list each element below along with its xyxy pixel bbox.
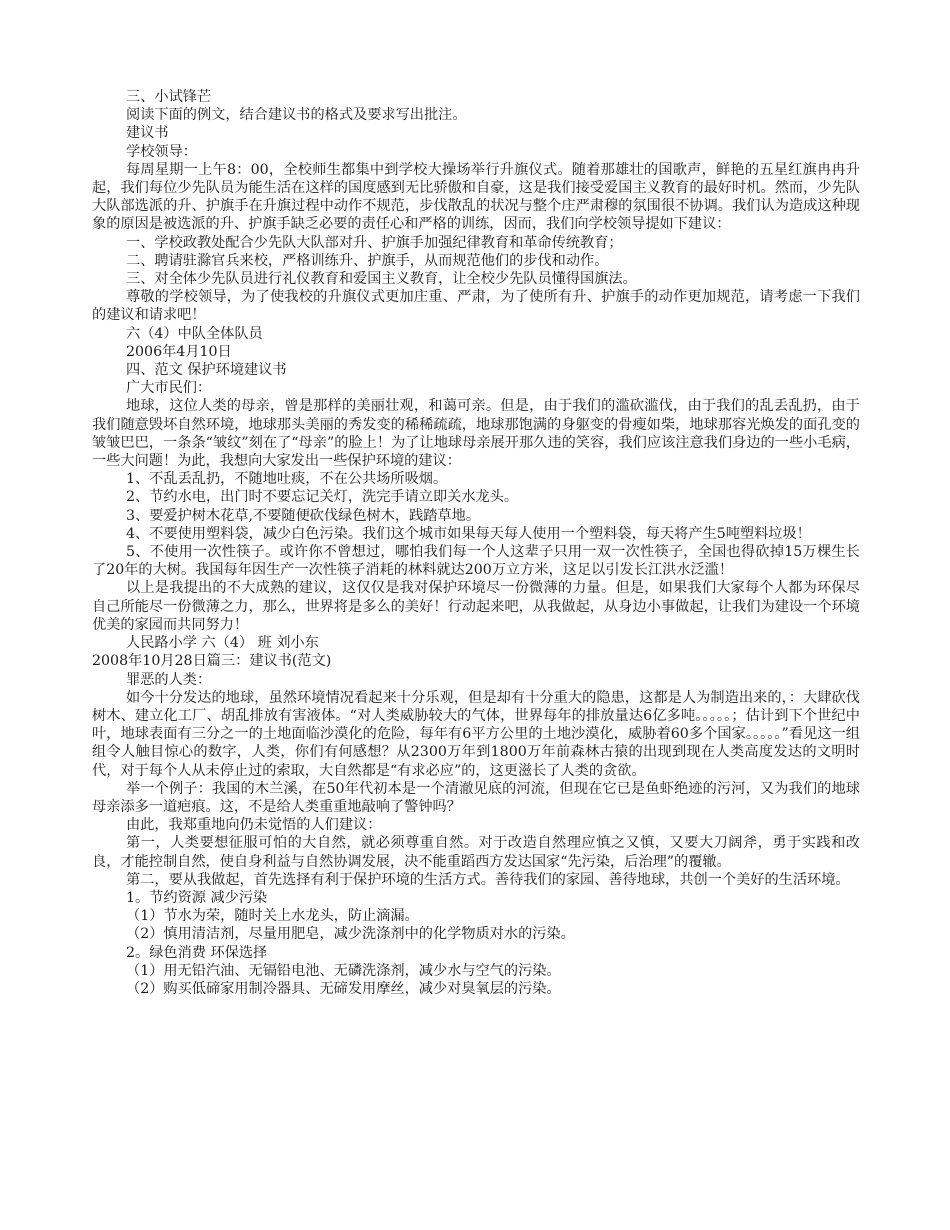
- signature: 六（4）中队全体队员: [126, 325, 263, 342]
- list-item: （1）用无铅汽油、无镉铅电池、无磷洗涤剂，减少水与空气的污染。: [126, 962, 561, 979]
- body-paragraph: 地球，这位人类的母亲，曾是那样的美丽壮观，和蔼可亲。但是，由于我们的滥砍滥伐，由于我们的乱丢乱扔，由于我们随意毁坏自然环境，地球那头美丽的秀发变的稀稀疏疏，地球那饱满的身躯变的骨瘦如柴，地球那容光焕发的面孔变的皱皱巴巴，一条条“皱纹”刻在了“母亲”的脸上！为了让地球母亲展开那久违的笑容，我们应该注意我们身边的一些小毛病，一些大问题！为此，我想向大家发出一些保护环境的建议：: [92, 398, 860, 470]
- closing-paragraph: 尊敬的学校领导，为了使我校的升旗仪式更加庄重、严肃，为了使所有升、护旗手的动作更加规范，请考虑一下我们的建议和请求吧！: [92, 289, 860, 324]
- suggestion-item: 3、要爱护树木花草,不要随便砍伐绿色树木，践踏草地。: [126, 507, 481, 524]
- suggestion-item: 1、不乱丢乱扔，不随地吐痰，不在公共场所吸烟。: [126, 471, 448, 488]
- list-heading: 1。节约资源 减少污染: [126, 889, 268, 906]
- suggestion-item: 二、聘请驻滁官兵来校，严格训练升、护旗手，从而规范他们的步伐和动作。: [126, 252, 609, 269]
- section-heading: 三、小试锋芒: [126, 89, 212, 105]
- instruction-text: 阅读下面的例文，结合建议书的格式及要求写出批注。: [126, 107, 467, 124]
- section-heading: 四、范文 保护环境建议书: [126, 362, 287, 379]
- body-paragraph: 由此，我郑重地向仍未觉悟的人们建议：: [126, 817, 382, 834]
- list-item: （1）节水为荣，随时关上水龙头，防止滴漏。: [126, 908, 419, 925]
- date: 2006年4月10日: [126, 343, 232, 360]
- suggestion-item: 一、学校政教处配合少先队大队部对升、护旗手加强纪律教育和革命传统教育；: [126, 234, 623, 251]
- document-page: [92, 88, 860, 998]
- date-and-next-title: 2008年10月28日篇三：建议书(范文): [92, 653, 332, 670]
- list-heading: 2。绿色消费 环保选择: [126, 944, 268, 961]
- list-item: （2）购买低碲家用制冷器具、无碲发用摩丝，减少对臭氧层的污染。: [126, 980, 561, 997]
- suggestion-item: 2、节约水电，出门时不要忘记关灯，洗完手请立即关水龙头。: [126, 489, 519, 506]
- suggestion-item: 4、不要使用塑料袋，减少白色污染。我们这个城市如果每天每人使用一个塑料袋，每天将产生5吨塑料垃圾！: [126, 525, 811, 542]
- body-paragraph: 每周星期一上午8：00，全校师生都集中到学校大操场举行升旗仪式。随着那雄壮的国歌声，鲜艳的五星红旗冉冉升起，我们每位少先队员为能生活在这样的国度感到无比骄傲和自豪，这是我们接受爱国主义教育的最好时机。然而，少先队大队部选派的升、护旗手在升旗过程中动作不规范，步伐散乱的状况与整个庄严肃穆的氛围很不协调。我们认为造成这种现象的原因是被选派的升、护旗手缺乏必要的责任心和严格的训练，因而，我们向学校领导提如下建议：: [92, 161, 860, 233]
- list-item: （2）慎用清洁剂，尽量用肥皂，减少洗涤剂中的化学物质对水的污染。: [126, 926, 575, 943]
- salutation: 罪恶的人类：: [126, 671, 212, 688]
- body-paragraph: 如今十分发达的地球，虽然环境情况看起来十分乐观，但是却有十分重大的隐患，这都是人为制造出来的，：大肆砍伐树木、建立化工厂、胡乱排放有害液体。“对人类威胁较大的气体，世界每年的排放量达6亿多吨。。。。。；估计到下个世纪中叶，地球表面有三分之一的土地面临沙漠化的危险，每年有6平方公里的土地沙漠化，威胁着60多个国家。。。。。”看见这一组组令人触目惊心的数字，人类，你们有何感想？从2300万年到1800万年前森林古猿的出现到现在人类高度发达的文明时代，对于每个人从未停止过的索取，大自然都是“有求必应”的，这更滋长了人类的贪欲。: [92, 689, 860, 779]
- suggestion-item: 三、对全体少先队员进行礼仪教育和爱国主义教育，让全校少先队员懂得国旗法。: [126, 271, 637, 288]
- signature: 人民路小学 六（4） 班 刘小东: [126, 635, 319, 652]
- doc-title: 建议书: [126, 125, 169, 142]
- suggestion-item: 5、不使用一次性筷子。或许你不曾想过，哪怕我们每一个人这辈子只用一双一次性筷子，全国也得砍掉15万棵生长了20年的大树。我国每年因生产一次性筷子消耗的林料就达200万立方米，这足以引发长江洪水泛滥！: [92, 544, 860, 579]
- body-paragraph: 第一，人类要想征服可怕的大自然，就必须尊重自然。对于改造自然理应慎之又慎，又要大刀阔斧，勇于实践和改良，才能控制自然，使自身利益与自然协调发展，决不能重蹈西方发达国家“先污染，后治理”的覆辙。: [92, 835, 860, 870]
- closing-paragraph: 以上是我提出的不大成熟的建议，这仅仅是我对保护环境尽一份微薄的力量。但是，如果我们大家每个人都为环保尽自己所能尽一份微薄之力，那么，世界将是多么的美好！行动起来吧，从我做起，从身边小事做起，让我们为建设一个环境优美的家园而共同努力！: [92, 580, 860, 633]
- body-paragraph: 第二，要从我做起，首先选择有利于保护环境的生活方式。善待我们的家园、善待地球，共创一个美好的生活环境。: [126, 871, 850, 888]
- body-paragraph: 举一个例子：我国的木兰溪，在50年代初本是一个清澈见底的河流，但现在它已是鱼虾绝迹的污河，又为我们的地球母亲添多一道疤痕。这，不是给人类重重地敲响了警钟吗？: [92, 780, 860, 815]
- salutation: 广大市民们：: [126, 380, 212, 397]
- salutation: 学校领导：: [126, 143, 197, 160]
